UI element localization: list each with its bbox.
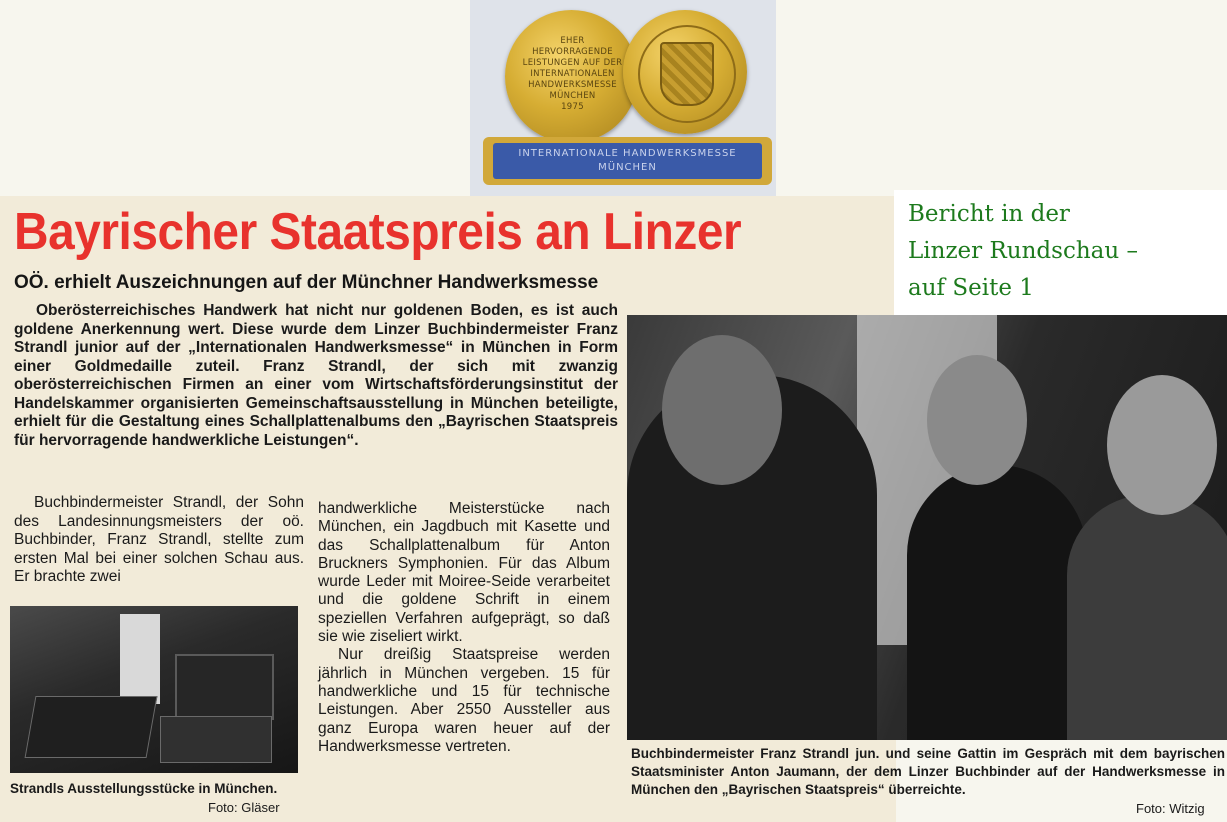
award-photo-caption: Buchbindermeister Franz Strandl jun. und seine Gattin im Gespräch mit dem bayrischen Staatsminister Anton Jaumann, der dem Linzer Buchbinder auf der Handwerksmesse in München den „Bayrischen Staatspreis“ überreichte. <box>631 746 1225 797</box>
photo-strandl <box>907 465 1087 740</box>
photo-album <box>25 696 158 758</box>
medal-banner <box>493 143 762 179</box>
article-headline: Bayrischer Staatspreis an Linzer <box>14 203 742 261</box>
award-photo-credit: Foto: Witzig <box>1136 801 1205 816</box>
annotation-line-3: auf Seite 1 <box>908 275 1034 301</box>
photo-panel <box>120 614 160 704</box>
medal-inscription: EHER HERVORRAGENDE LEISTUNGEN AUF DER INTERNATIONALEN HANDWERKSMESSE MÜNCHEN 1975 <box>522 36 623 112</box>
article-subheadline: OÖ. erhielt Auszeichnungen auf der Münchner Handwerksmesse <box>14 272 599 293</box>
photo-minister-head <box>662 335 782 485</box>
medal-banner-line1: INTERNATIONALE HANDWERKSMESSE <box>518 148 737 159</box>
article-column-2 <box>318 500 610 756</box>
article-column-1: Buchbindermeister Strandl, der Sohn des Landesinnungsmeisters der oö. Buchbinder, Franz Strandl, stellte zum ersten Mal bei einer solchen Schau aus. Er brachte zwei <box>14 494 304 585</box>
column-2-paragraph-2: Nur dreißig Staatspreise werden jährlich in München vergeben. 15 für handwerkliche und 15 für technische Leistungen. Aber 2550 Aussteller aus ganz Europa waren heuer auf der Handwerksmesse vertreten. <box>318 646 610 755</box>
exhibit-photo <box>10 606 298 773</box>
photo-wife-head <box>1107 375 1217 515</box>
medal-banner-line2: MÜNCHEN <box>598 162 657 173</box>
bavarian-crest-icon <box>660 42 714 106</box>
photo-case <box>160 716 272 763</box>
annotation-note <box>908 196 1218 307</box>
photo-box <box>175 654 274 720</box>
photo-wife <box>1067 495 1227 740</box>
photo-strandl-head <box>927 355 1027 485</box>
annotation-line-2: Linzer Rundschau – <box>908 238 1138 264</box>
article-lead: Oberösterreichisches Handwerk hat nicht nur goldenen Boden, es ist auch goldene Anerkennung wert. Diese wurde dem Linzer Buchbindermeister Franz Strandl junior auf der „Internationalen Handwerksmesse“ in München in Form einer Goldmedaille zuteil. Franz Strandl, der sich mit zwanzig oberösterreichischen Firmen an einer vom Wirtschaftsförderungsinstitut der Handelskammer organisierten Gemeinschaftsausstellung in München beteiligte, erhielt für die Gestaltung eines Schallplattenalbums den „Bayrischen Staatspreis für hervorragende handwerkliche Leistungen“. <box>14 302 618 449</box>
column-2-paragraph-1: handwerkliche Meisterstücke nach München, ein Jagdbuch mit Kasette und das Schallplattenalbum für Anton Bruckners Symphonien. Für das Album wurde Leder mit Moiree-Seide verarbeitet und die goldene Schrift in einem speziellen Verfahren aufgeprägt, so daß sie wie ziseliert wirkt. <box>318 500 610 646</box>
annotation-line-1: Bericht in der <box>908 201 1070 227</box>
award-photo <box>627 315 1227 740</box>
exhibit-photo-caption: Strandls Ausstellungsstücke in München. <box>10 781 278 796</box>
exhibit-photo-credit: Foto: Gläser <box>208 800 280 815</box>
